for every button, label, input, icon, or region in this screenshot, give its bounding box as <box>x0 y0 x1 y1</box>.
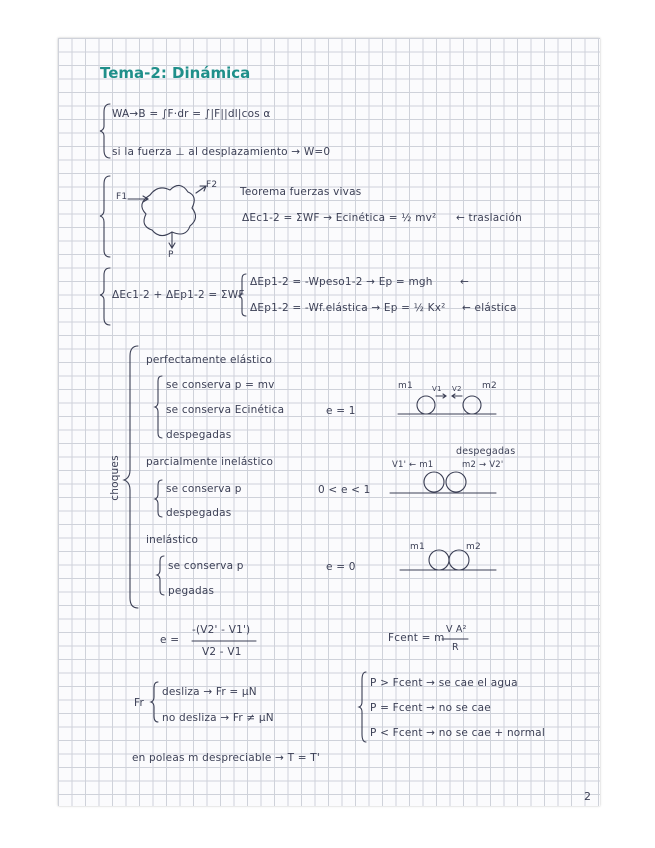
f2-label: F2 <box>206 180 218 190</box>
elastic-title: perfectamente elástico <box>146 354 273 366</box>
energy-main: ΔEc1-2 + ΔEp1-2 = ΣWF <box>112 289 245 301</box>
inelastic-title: inelástico <box>146 534 199 546</box>
restitution-numerator: -(V2' - V1') <box>192 624 251 636</box>
inelastic-item-2: pegadas <box>168 585 215 597</box>
condition-3: P < Fcent → no se cae + normal <box>370 727 545 739</box>
elastic-v2: V2 <box>452 385 462 393</box>
f1-label: F1 <box>116 192 128 202</box>
energy-peso-arrow: ← <box>460 276 469 288</box>
partial-label: despegadas <box>456 446 516 457</box>
elastic-item-1: se conserva p = mv <box>166 379 275 391</box>
inelastic-item-1: se conserva p <box>168 560 244 572</box>
elastic-m1: m1 <box>398 381 413 391</box>
friction-noslide: no desliza → Fr ≠ μN <box>162 712 274 724</box>
theorem-formula: ΔEc1-2 = ΣWF → Ecinética = ½ mv² <box>242 212 437 224</box>
partial-v1-label: V1' ← m1 <box>392 460 434 470</box>
elastic-item-3: despegadas <box>166 429 232 441</box>
friction-label: Fr <box>134 697 144 709</box>
work-perpendicular-note: si la fuerza ⊥ al desplazamiento → W=0 <box>112 146 331 158</box>
partial-e-value: 0 < e < 1 <box>318 484 371 496</box>
centripetal-denominator: R <box>452 642 459 653</box>
inelastic-m1: m1 <box>410 542 425 552</box>
energy-peso: ΔEp1-2 = -Wpeso1-2 → Ep = mgh <box>250 276 433 288</box>
condition-2: P = Fcent → no se cae <box>370 702 491 714</box>
page-number: 2 <box>584 790 591 803</box>
centripetal-lhs: Fcent = m <box>388 632 445 644</box>
inelastic-m2: m2 <box>466 542 481 552</box>
page-title: Tema-2: Dinámica <box>100 64 251 82</box>
theorem-note: ← traslación <box>456 212 522 224</box>
centripetal-numerator: V A² <box>446 624 467 635</box>
inelastic-e-value: e = 0 <box>326 561 356 573</box>
friction-slides: desliza → Fr = μN <box>162 686 257 698</box>
condition-1: P > Fcent → se cae el agua <box>370 677 518 689</box>
p-label: P <box>168 250 174 260</box>
work-formula: WA→B = ∫F·dr = ∫|F||dl|cos α <box>112 108 271 120</box>
partial-item-2: despegadas <box>166 507 232 519</box>
theorem-title: Teorema fuerzas vivas <box>240 186 362 198</box>
elastic-item-2: se conserva Ecinética <box>166 404 285 416</box>
restitution-lhs: e = <box>160 634 180 646</box>
elastic-v1: V1 <box>432 385 442 393</box>
pulley-note: en poleas m despreciable → T = T' <box>132 752 320 764</box>
energy-elastica-note: ← elástica <box>462 302 517 314</box>
energy-elastica: ΔEp1-2 = -Wf.elástica → Ep = ½ Kx² <box>250 302 446 314</box>
partial-item-1: se conserva p <box>166 483 242 495</box>
elastic-m2: m2 <box>482 381 497 391</box>
collisions-label: choques <box>108 455 121 501</box>
restitution-denominator: V2 - V1 <box>202 646 242 658</box>
partial-m2-label: m2 → V2' <box>462 460 504 470</box>
partial-title: parcialmente inelástico <box>146 456 274 468</box>
elastic-e-value: e = 1 <box>326 405 356 417</box>
